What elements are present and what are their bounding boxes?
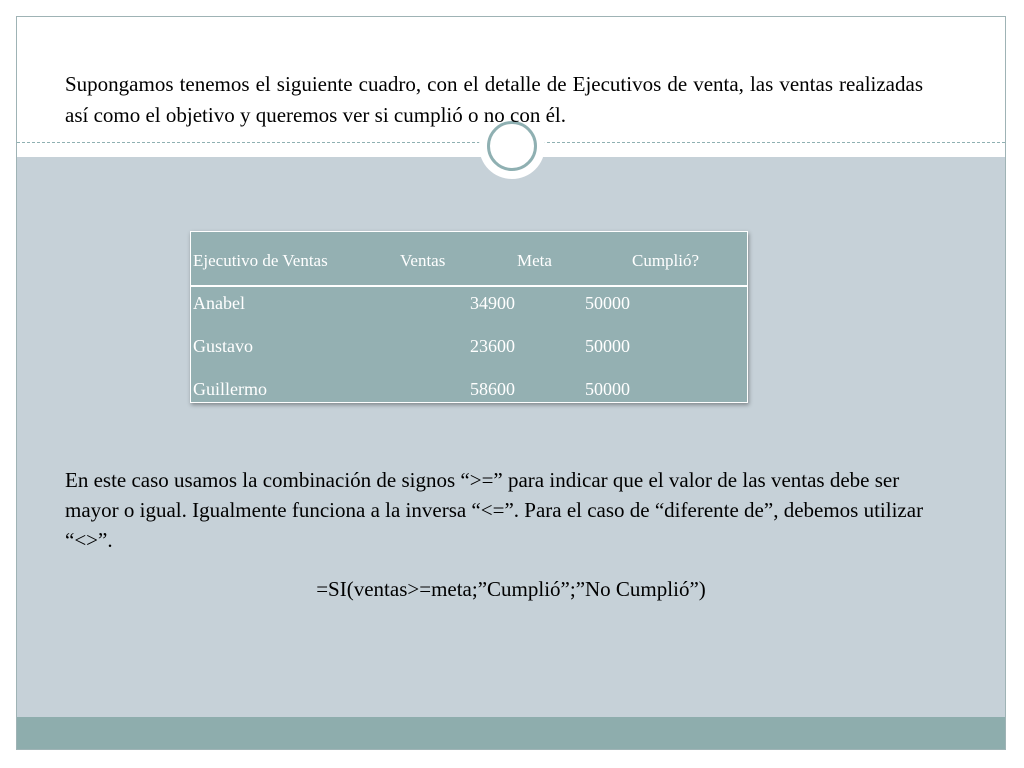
formula-line: =SI(ventas>=meta;”Cumplió”;”No Cumplió”) — [316, 577, 706, 601]
cell-meta: 50000 — [585, 379, 630, 399]
cell-ejecutivo: Anabel — [193, 293, 245, 313]
sales-table — [190, 231, 748, 403]
header-ejecutivo: Ejecutivo de Ventas — [193, 251, 328, 270]
slide-footer-band — [17, 717, 1005, 750]
cell-ventas: 23600 — [470, 336, 515, 356]
cell-ejecutivo: Gustavo — [193, 336, 253, 356]
table-row — [191, 375, 747, 418]
cell-meta: 50000 — [585, 293, 630, 313]
slide — [16, 16, 1006, 750]
cell-ventas: 34900 — [470, 293, 515, 313]
explanation-paragraph: En este caso usamos la combinación de signos “>=” para indicar que el valor de las ventas debe ser mayor o igual. Igualmente funciona a la inversa “<=”. Para el caso de “diferente de”, debemos utilizar “<>”. — [65, 468, 924, 552]
cell-ventas: 58600 — [470, 379, 515, 399]
header-ventas: Ventas — [400, 251, 446, 270]
table-header-row — [191, 232, 747, 287]
table-row — [191, 332, 747, 375]
cell-ejecutivo: Guillermo — [193, 379, 267, 399]
table-row — [191, 289, 747, 332]
header-meta: Meta — [517, 251, 552, 270]
intro-paragraph: Supongamos tenemos el siguiente cuadro, con el detalle de Ejecutivos de venta, las ventas realizadas así como el objetivo y queremos ver si cumplió o no con él. — [65, 72, 923, 127]
cell-meta: 50000 — [585, 336, 630, 356]
header-cumplio: Cumplió? — [632, 251, 700, 270]
